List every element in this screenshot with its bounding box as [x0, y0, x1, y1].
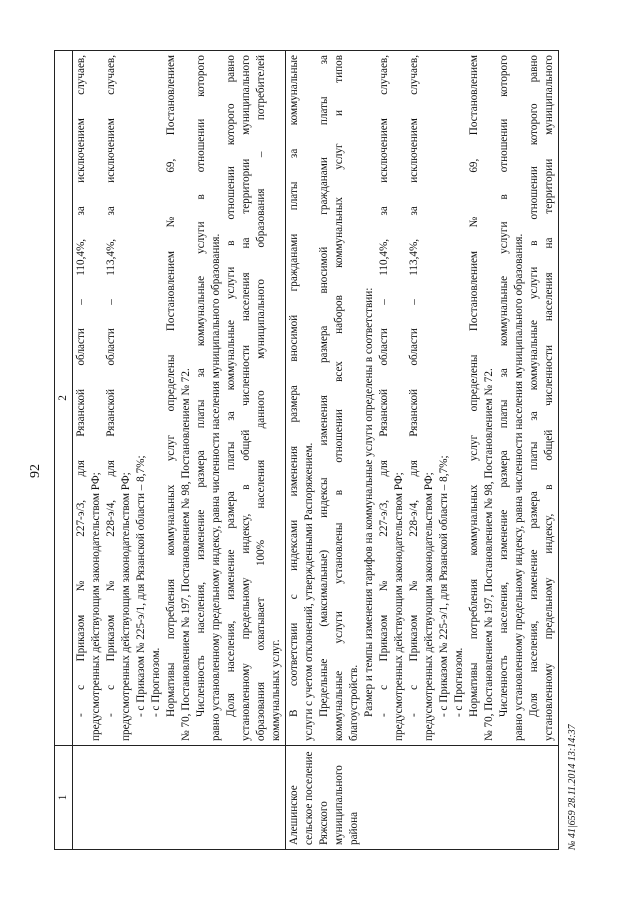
text-line: Доля населения, изменение размера платы за коммунальные услуги в отношении которого равно	[528, 55, 540, 717]
text-line: предусмотренных действующим законодательством РФ;	[120, 472, 132, 741]
text-line: предусмотренных действующим законодательством РФ;	[90, 472, 102, 741]
text-line: услуги с учетом отклонений, утвержденными Распоряжением.	[303, 442, 315, 741]
row1-col1	[73, 746, 286, 850]
text-line: - с Приказом № 228-э/4, для Рязанской области – 113,4%, за исключением случаев,	[408, 55, 420, 717]
text-line: № 70, Постановлением № 197, Постановлением № 98, Постановлением № 72.	[483, 368, 495, 741]
table-row	[73, 51, 286, 850]
text-line: коммунальных услуг.	[270, 639, 282, 741]
municipality-name-line: Алешинское	[288, 785, 300, 845]
page-number: 92	[28, 464, 43, 478]
municipality-name-line: района	[348, 811, 360, 845]
text-line: - с Приказом № 227-э/3, для Рязанской области – 110,4%, за исключением случаев,	[378, 55, 390, 717]
municipality-name-line: Ряжского	[318, 801, 330, 845]
header-col1: 1	[55, 746, 73, 850]
text-line: равно установленному предельному индексу, равна численности населения муниципального образования.	[513, 233, 525, 741]
text-line: - с Приказом № 225-э/1, для Рязанской области – 8,7%;	[438, 455, 450, 717]
text-line: Размер и темпы изменения тарифов на коммунальные услуги определены в соответствии:	[363, 287, 375, 717]
text-line: предусмотренных действующим законодательством РФ;	[423, 472, 435, 741]
text-line: - с Приказом № 227-э/3, для Рязанской области – 110,4%, за исключением случаев,	[75, 55, 87, 717]
text-line: Нормативы потребления коммунальных услуг определены Постановлением № 69, Постановлением	[468, 55, 480, 717]
text-line: благоустройств.	[348, 664, 360, 741]
text-line: № 70, Постановлением № 197, Постановлением № 98, Постановлением № 72.	[180, 368, 192, 741]
municipality-name-line: муниципального	[333, 765, 345, 845]
text-line: Численность населения, изменение размера платы за коммунальные услуги в отношении которого	[195, 55, 207, 717]
header-col2: 2	[55, 51, 73, 746]
text-line: - с Прогнозом.	[150, 647, 162, 717]
text-line: предусмотренных действующим законодательством РФ;	[393, 472, 405, 741]
text-line: - с Приказом № 225-э/1, для Рязанской области – 8,7%;	[135, 455, 147, 717]
text-line: - с Приказом № 228-э/4, для Рязанской области – 113,4%, за исключением случаев,	[105, 55, 117, 717]
text-line: Доля населения, изменение размера платы за коммунальные услуги в отношении которого равно	[225, 55, 237, 717]
text-line: образования охватывает 100% населения данного муниципального образования – потребителей	[255, 55, 267, 741]
regulation-table	[54, 50, 559, 850]
municipality-name-line: сельское поселение	[303, 751, 315, 845]
text-line: В соответствии с индексами изменения размера вносимой гражданами платы за коммунальные	[288, 55, 300, 717]
text-line: равно установленному предельному индексу, равна численности населения муниципального образования.	[210, 233, 222, 741]
table-header-row	[55, 51, 73, 850]
text-line: коммунальные услуги установлены в отношении всех наборов коммунальных услуг и типов	[333, 55, 345, 741]
table-row	[286, 51, 559, 850]
text-line: Предельные (максимальные) индексы изменения размера вносимой гражданами платы за	[318, 55, 330, 717]
row2-col1	[286, 746, 559, 850]
text-line: Нормативы потребления коммунальных услуг определены Постановлением № 69, Постановлением	[165, 55, 177, 717]
text-line: Численность населения, изменение размера платы за коммунальные услуги в отношении которого	[498, 55, 510, 717]
text-line: - с Прогнозом.	[453, 647, 465, 717]
rotated-page	[28, 50, 578, 850]
text-line: установленному предельному индексу, в общей численности населения на территории муниципального	[543, 55, 555, 741]
row1-col2	[73, 51, 286, 746]
document-footer: № 41|659 28.11.2014 13:14:37	[567, 724, 578, 850]
text-line: установленному предельному индексу, в общей численности населения на территории муниципального	[240, 55, 252, 741]
row2-col2	[286, 51, 559, 746]
